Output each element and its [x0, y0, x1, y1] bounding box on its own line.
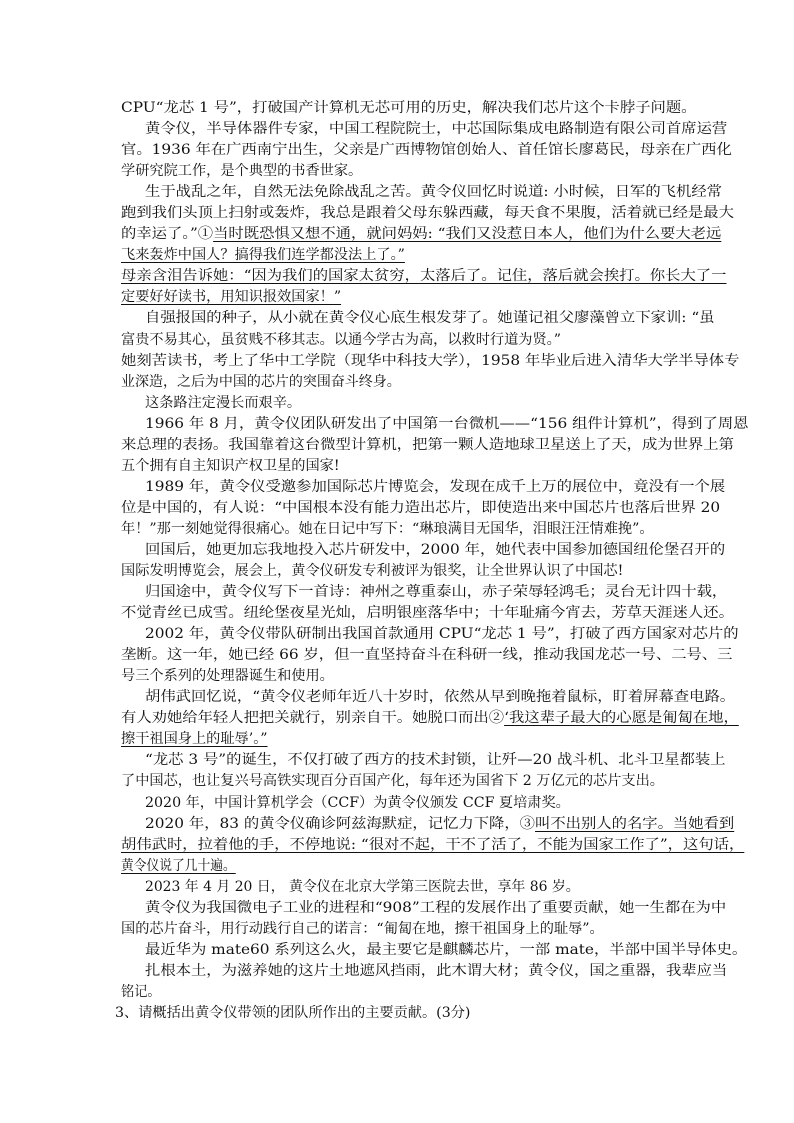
text-segment: 五个拥有自主知识产权卫星的国家!	[121, 458, 340, 474]
text-line	[121, 835, 744, 855]
text-segment: 2002 年，黄令仪带队研制出我国首款通用 CPU“龙芯 1 号”，打破了西方国家对芯片的	[145, 626, 739, 642]
text-line	[145, 477, 725, 497]
text-line	[145, 582, 727, 602]
underlined-passage: 黄令仪说了几十遍。	[121, 858, 236, 874]
text-segment: 黄令仪，半导体器件专家，中国工程院院士，中芯国际集成电路制造有限公司首席运营	[145, 121, 728, 137]
text-line	[121, 351, 739, 371]
text-line	[145, 687, 735, 707]
text-line	[145, 940, 747, 960]
text-line	[121, 140, 732, 160]
text-segment: CPU“龙芯 1 号”，打破国产计算机无芯可用的历史，解决我们芯片这个卡脖子问题。	[121, 100, 697, 116]
text-segment: 的幸运了。”①	[121, 226, 214, 242]
text-line	[145, 877, 580, 897]
text-line	[121, 456, 340, 476]
text-segment: 扎根本土，为滋养她的这片土地遮风挡雨，此木谓大材；黄令仪，国之重器，我辈应当	[145, 963, 728, 979]
text-segment: 了中国芯，也让复兴号高铁实现百分百国产化，每年还为国省下 2 万亿元的芯片支出。	[121, 773, 664, 789]
text-segment: 生于战乱之年，自然无法免除战乱之苦。黄令仪回忆时说道: 小时候，日军的飞机经常	[145, 184, 722, 200]
text-segment: 自强报国的种子，从小就在黄令仪心底生根发芽了。她谨记祖父廖藻曾立下家训: “虽	[145, 310, 715, 326]
text-segment: 垄断。这一年，她已经 66 岁，但一直坚持奋斗在科研一线，推动我国龙芯一号、二号、三	[121, 647, 733, 663]
text-segment: 不觉青丝已成雪。纽纶堡夜星光灿，启明银座落华中；十年耻痛今宵去，芳草天涯迷人还。	[121, 605, 734, 621]
text-line	[145, 750, 726, 770]
text-line	[145, 540, 725, 560]
text-segment: 国的芯片奋斗，用行动践行自己的诺言：“匍匐在地，擦干祖国身上的耻辱”。	[121, 921, 604, 937]
text-line	[145, 308, 714, 328]
text-line	[121, 372, 401, 392]
text-line	[121, 708, 739, 728]
text-line	[121, 982, 161, 1002]
text-line	[121, 330, 561, 350]
text-line	[121, 771, 664, 791]
text-line	[121, 98, 696, 118]
text-segment: 归国途中，黄令仪写下一首诗：神州之尊重泰山，赤子荣辱轻鸿毛；灵台无计四十载，	[145, 584, 728, 600]
text-line	[145, 961, 727, 981]
text-segment: 1989 年，黄令仪受邀参加国际芯片博览会，发现在成千上万的展位中，竟没有一个展	[145, 479, 726, 495]
text-segment: 跑到我们头顶上扫射或轰炸，我总是跟着父母东躲西藏，每天食不果腹，活着就已经是最大	[121, 205, 734, 221]
underlined-passage: ‘我这辈子最大的心愿是匍匐在地，	[504, 710, 739, 726]
underlined-passage: 胡伟武时，拉着他的手，不停地说: “很对不起，干不了活了，不能为国家工作了”，这句话，	[121, 837, 745, 853]
text-line	[145, 793, 570, 813]
text-segment: 位是中国的，有人说：“中国根本没有能力造出芯片，即使造出来中国芯片也落后世界 20	[121, 500, 721, 516]
text-segment: 号三个系列的处理器诞生和使用。	[121, 668, 334, 684]
text-segment: 最近华为 mate60 系列这么火，最主要它是麒麟芯片，一部 mate，半部中国半导体史。	[145, 942, 748, 958]
text-line	[121, 645, 732, 665]
underlined-passage: 母亲含泪告诉她：“因为我们的国家太贫穷，太落后了。记住，落后就会挨打。你长大了一	[121, 268, 727, 284]
text-segment: 年！”那一刻她觉得很痛心。她在日记中写下：“琳琅满目无国华，泪眼汪汪情难挽”。	[121, 521, 654, 537]
text-line	[145, 814, 734, 834]
text-segment: 3、请概括出黄令仪带领的团队所作出的主要贡献。(3分)	[115, 1005, 471, 1021]
text-segment: 官。1936 年在广西南宁出生，父亲是广西博物馆创始人、首任馆长廖葛民，母亲在广西化	[121, 142, 732, 158]
text-segment: 学研究院工作，是个典型的书香世家。	[121, 163, 363, 179]
underlined-passage: 擦干祖国身上的耻辱’。”	[121, 731, 268, 747]
text-line	[121, 666, 334, 686]
text-segment: 2020 年，中国计算机学会（CCF）为黄令仪颁发 CCF 夏培肃奖。	[145, 795, 570, 811]
text-line	[121, 203, 734, 223]
text-segment: 黄令仪为我国微电子工业的进程和“908”工程的发展作出了重要贡献，她一生都在为中	[145, 900, 727, 916]
text-segment: “龙芯 3 号”的诞生，不仅打破了西方的技术封锁，让歼—20 战斗机、北斗卫星都装上	[145, 752, 726, 768]
underlined-passage: 飞来轰炸中国人？搞得我们连学都没法上了。”	[121, 247, 405, 263]
text-line	[145, 624, 739, 644]
text-segment: 业深造，之后为中国的芯片的突围奋斗终身。	[121, 374, 401, 390]
text-segment: 这条路注定漫长而艰辛。	[145, 395, 302, 411]
underlined-passage: 当时既恐惧又想不通，就问妈妈: “我们又没惹日本人，他们为什么要大老远	[213, 226, 722, 242]
text-segment: 2023 年 4 月 20 日， 黄令仪在北京大学第三医院去世，享年 86 岁。	[145, 879, 580, 895]
text-line	[145, 119, 727, 139]
question-line	[115, 1003, 470, 1023]
text-segment: 来总理的表扬。我国靠着这台微型计算机，把第一颗人造地球卫星送上了天，成为世界上第	[121, 437, 734, 453]
text-segment: 铭记。	[121, 984, 161, 1000]
text-line	[121, 287, 341, 307]
text-line	[145, 898, 726, 918]
text-line	[121, 245, 405, 265]
text-segment: 回国后，她更加忘我地投入芯片研发中，2000 年，她代表中国参加德国纽伦堡召开的	[145, 542, 726, 558]
text-line	[121, 729, 268, 749]
text-line	[121, 519, 654, 539]
text-line	[121, 161, 362, 181]
text-line	[121, 561, 623, 581]
text-line	[121, 266, 726, 286]
text-segment: 有人劝她给年轻人把把关就行，别亲自干。她脱口而出②	[121, 710, 505, 726]
text-line	[121, 603, 734, 623]
text-line	[145, 393, 301, 413]
text-segment: 2020 年，83 的黄令仪确诊阿兹海默症，记忆力下降，③	[145, 816, 536, 832]
text-segment: 她刻苦读书，考上了华中工学院（现华中科技大学），1958 年毕业后进入清华大学半导体专	[121, 353, 740, 369]
text-line	[121, 498, 720, 518]
underlined-passage: 叫不出别人的名字。当她看到	[535, 816, 735, 832]
text-segment: 胡伟武回忆说，“黄令仪老师年近八十岁时，依然从早到晚拖着鼠标，盯着屏幕查电路。	[145, 689, 736, 705]
text-line	[121, 919, 604, 939]
text-segment: 国际发明博览会，展会上，黄令仪研发专利被评为银奖，让全世界认识了中国芯!	[121, 563, 624, 579]
text-line	[121, 856, 236, 876]
text-line	[121, 224, 721, 244]
text-line	[145, 182, 722, 202]
text-line	[145, 414, 748, 434]
text-line	[121, 435, 734, 455]
text-segment: 1966 年 8 月，黄令仪团队研发出了中国第一台微机——“156 组件计算机”，得到了周恩	[145, 416, 749, 432]
underlined-passage: 定要好好读书，用知识报效国家！”	[121, 289, 342, 305]
text-segment: 富贵不易其心，虽贫贱不移其志。以通今学古为高，以救时行道为贤。”	[121, 332, 561, 348]
